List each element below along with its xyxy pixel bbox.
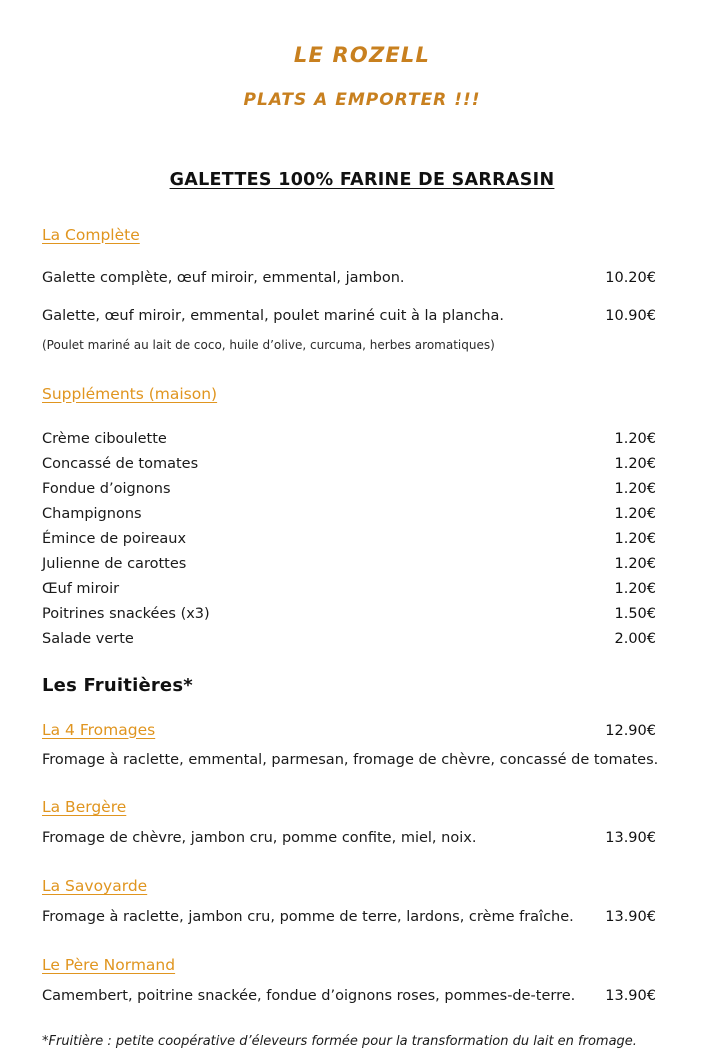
item-price: 10.20€: [605, 269, 656, 286]
fruitiere-desc-row: [42, 909, 656, 925]
supplement-label: Émince de poireaux: [42, 530, 187, 547]
fruitiere-price: 12.90€: [605, 722, 656, 739]
supplement-price: 1.20€: [614, 430, 656, 447]
supplement-row: [42, 431, 656, 447]
supplement-price: 1.20€: [614, 530, 656, 547]
fruitiere-footnote: *Fruitière : petite coopérative d’éleveurs formée pour la transformation du lait en fromage.: [42, 1034, 637, 1049]
fruitiere-description: Fromage à raclette, jambon cru, pomme de terre, lardons, crème fraîche.: [42, 909, 574, 925]
supplement-label: Fondue d’oignons: [42, 480, 171, 497]
fruitieres-heading: Les Fruitières*: [42, 674, 193, 696]
fruitiere-item: [42, 955, 724, 1004]
item-label: Galette, œuf miroir, emmental, poulet mariné cuit à la plancha.: [42, 307, 504, 324]
complete-items: [42, 270, 724, 351]
supplement-row: [42, 456, 656, 472]
menu-row: [42, 308, 656, 324]
fruitiere-description: Fromage de chèvre, jambon cru, pomme confite, miel, noix.: [42, 830, 477, 846]
supplement-label: Julienne de carottes: [42, 555, 187, 572]
supplements-heading: Suppléments (maison): [42, 384, 218, 403]
supplement-price: 1.20€: [614, 505, 656, 522]
supplement-row: [42, 606, 656, 622]
fruitiere-name: La Bergère: [42, 798, 127, 816]
item-price: 10.90€: [605, 307, 656, 324]
supplement-price: 1.20€: [614, 555, 656, 572]
item-label: Galette complète, œuf miroir, emmental, jambon.: [42, 269, 405, 286]
supplement-row: [42, 531, 656, 547]
supplement-label: Poitrines snackées (x3): [42, 605, 210, 622]
supplement-row: [42, 506, 656, 522]
fruitiere-title-row: [42, 797, 724, 816]
supplement-price: 2.00€: [614, 630, 656, 647]
fruitiere-description: Fromage à raclette, emmental, parmesan, fromage de chèvre, concassé de tomates.: [42, 751, 659, 768]
fruitiere-price: 13.90€: [605, 909, 656, 925]
fruitiere-description: Camembert, poitrine snackée, fondue d’oignons roses, pommes-de-terre.: [42, 988, 576, 1004]
fruitiere-item: [42, 720, 724, 768]
fruitiere-name: Le Père Normand: [42, 956, 176, 974]
fruitiere-title-row: [42, 955, 724, 974]
supplements-section: [42, 351, 724, 647]
supplement-label: Concassé de tomates: [42, 455, 199, 472]
menu-content: [0, 190, 724, 1049]
supplement-price: 1.20€: [614, 480, 656, 497]
supplement-label: Œuf miroir: [42, 580, 120, 597]
menu-row: [42, 270, 656, 286]
galettes-section-title: GALETTES 100% FARINE DE SARRASIN: [169, 170, 555, 190]
fruitiere-price: 13.90€: [605, 830, 656, 846]
fruitiere-title-row: [42, 876, 724, 895]
fruitiere-item: [42, 797, 724, 846]
complete-heading: La Complète: [42, 225, 140, 244]
supplement-row: [42, 581, 656, 597]
fruitieres-items: [42, 720, 724, 1005]
fruitiere-desc-row: [42, 988, 656, 1004]
supplement-price: 1.20€: [614, 455, 656, 472]
fruitiere-price: 13.90€: [605, 988, 656, 1004]
complete-section: [42, 190, 724, 351]
supplement-price: 1.20€: [614, 580, 656, 597]
supplement-label: Champignons: [42, 505, 142, 522]
fruitiere-name: La Savoyarde: [42, 877, 148, 895]
poulet-marine-note: (Poulet mariné au lait de coco, huile d’olive, curcuma, herbes aromatiques): [42, 337, 495, 352]
supplement-price: 1.50€: [614, 605, 656, 622]
fruitiere-desc-row: [42, 830, 656, 846]
fruitiere-item: [42, 876, 724, 925]
takeaway-tagline: PLATS A EMPORTER !!!: [243, 90, 481, 110]
supplement-label: Salade verte: [42, 630, 134, 647]
restaurant-name: LE ROZELL: [293, 43, 431, 67]
fruitiere-title-row: [42, 720, 656, 739]
supplement-row: [42, 481, 656, 497]
fruitieres-section: [42, 647, 724, 1049]
fruitiere-name: La 4 Fromages: [42, 720, 156, 739]
supplement-row: [42, 556, 656, 572]
supplements-list: [42, 431, 724, 647]
supplement-row: [42, 631, 656, 647]
supplement-label: Crème ciboulette: [42, 430, 167, 447]
